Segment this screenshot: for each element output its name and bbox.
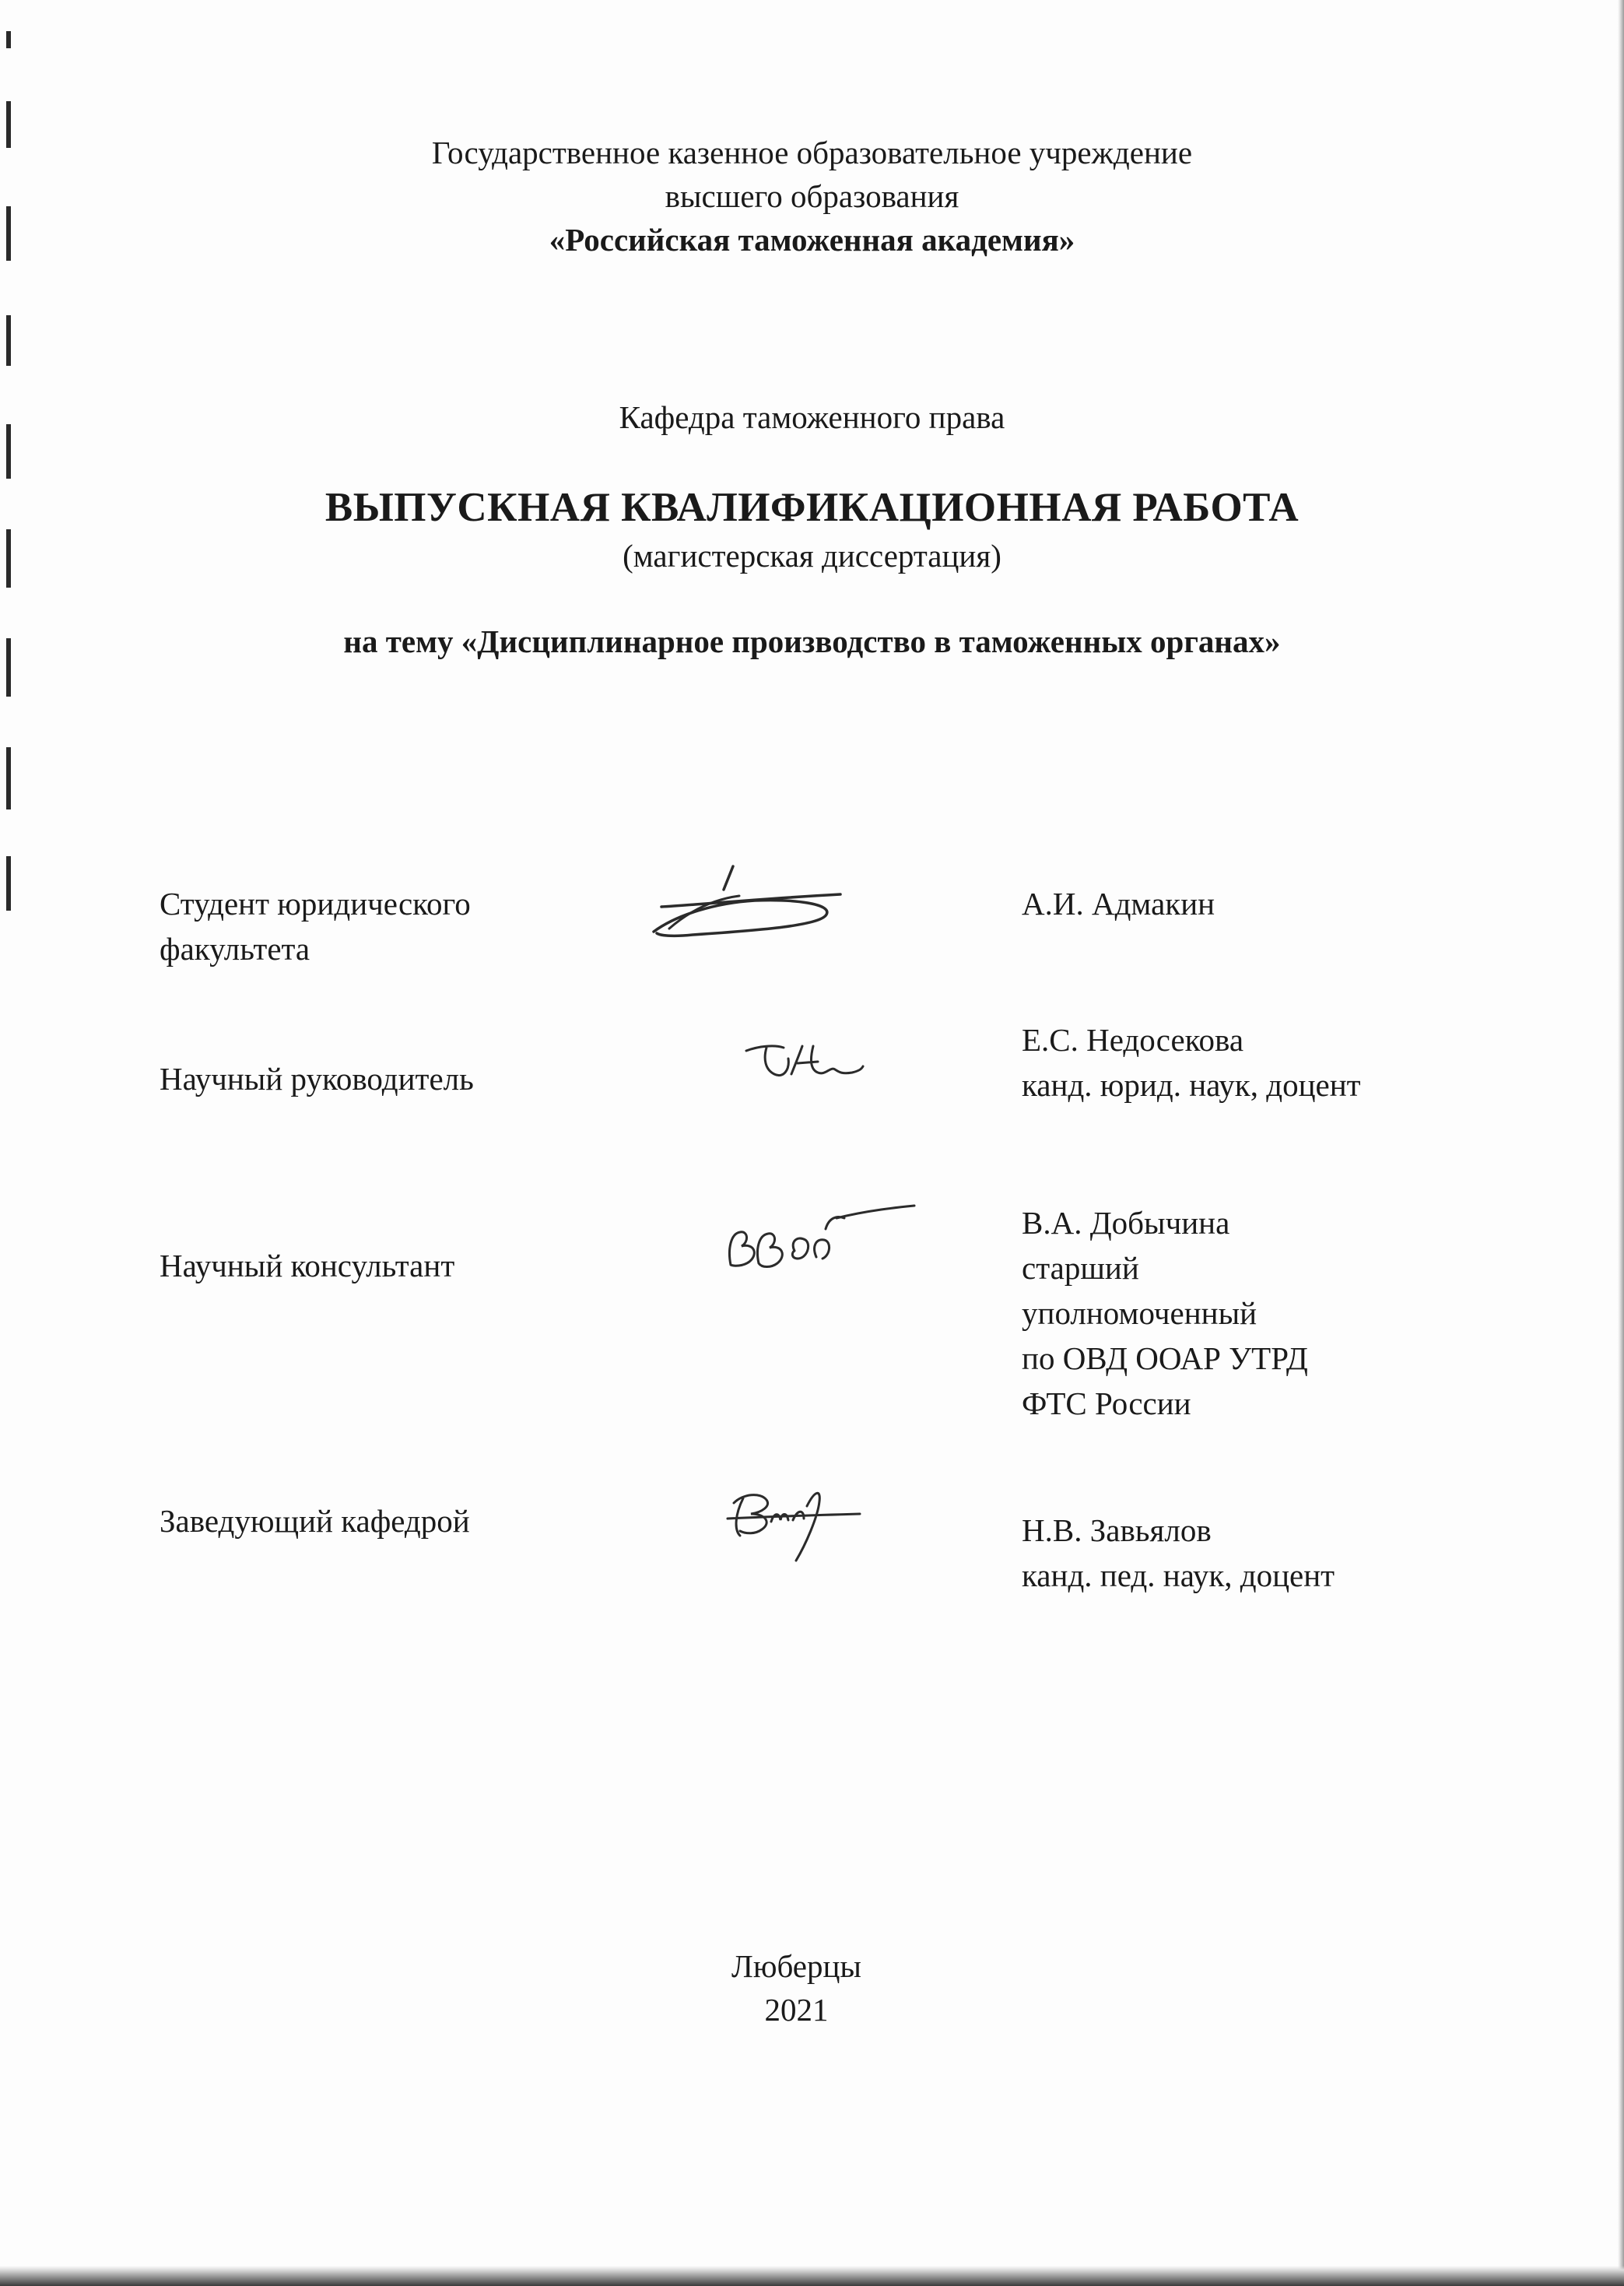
role-head-of-department: Заведующий кафедрой	[160, 1503, 470, 1539]
city: Люберцы	[731, 1948, 861, 1984]
document-topic: на тему «Дисциплинарное производство в таможенных органах»	[343, 623, 1281, 659]
person-consultant-title-4: ФТС России	[1022, 1385, 1191, 1421]
role-consultant: Научный консультант	[160, 1248, 455, 1283]
role-student-line2: факультета	[160, 931, 310, 967]
person-student-name: А.И. Адмакин	[1022, 886, 1215, 922]
person-head-degree: канд. пед. наук, доцент	[1022, 1557, 1335, 1593]
signature-supervisor	[743, 1035, 868, 1090]
person-supervisor-degree: канд. юрид. наук, доцент	[1022, 1067, 1361, 1103]
bottom-page-edge	[0, 2266, 1624, 2286]
person-supervisor-name: Е.С. Недосекова	[1022, 1022, 1244, 1058]
department-name: Кафедра таможенного права	[619, 399, 1005, 435]
person-consultant-title-2: уполномоченный	[1022, 1295, 1257, 1331]
year: 2021	[764, 1992, 829, 2028]
institution-type: Государственное казенное образовательное учреждение	[431, 135, 1193, 170]
right-page-edge	[1618, 0, 1624, 2286]
person-consultant-name: В.А. Добычина	[1022, 1205, 1230, 1241]
role-student-line1: Студент юридического	[160, 886, 471, 922]
institution-name: «Российская таможенная академия»	[549, 222, 1075, 258]
institution-level: высшего образования	[665, 178, 959, 214]
document-subtitle: (магистерская диссертация)	[623, 538, 1001, 574]
person-consultant-title-3: по ОВД ООАР УТРД	[1022, 1340, 1308, 1376]
role-supervisor: Научный руководитель	[160, 1061, 474, 1097]
signature-head-of-department	[712, 1475, 868, 1568]
signature-student	[646, 860, 856, 946]
person-head-name: Н.В. Завьялов	[1022, 1512, 1212, 1548]
signature-consultant	[720, 1195, 922, 1280]
document-title: ВЫПУСКНАЯ КВАЛИФИКАЦИОННАЯ РАБОТА	[324, 485, 1300, 530]
person-consultant-title-1: старший	[1022, 1250, 1139, 1286]
binding-edge	[0, 0, 31, 2286]
